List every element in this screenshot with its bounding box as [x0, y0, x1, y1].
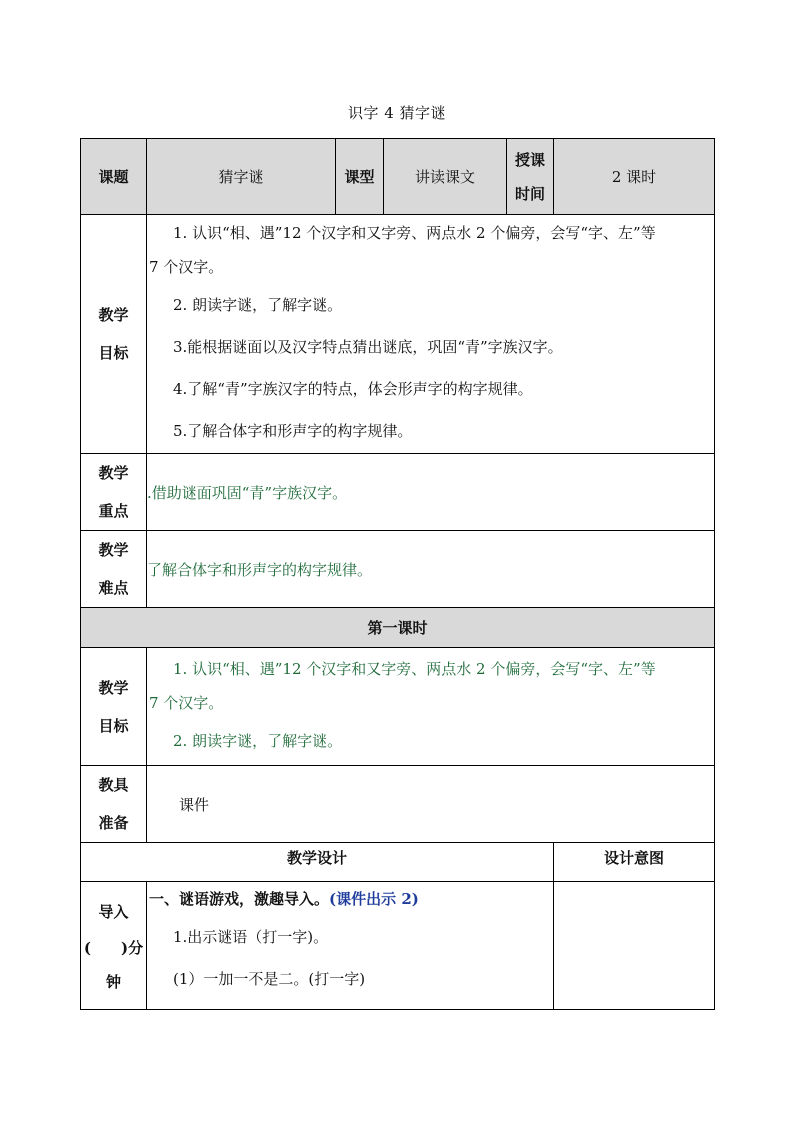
- key-points-label: [81, 454, 147, 531]
- intro-label: [81, 882, 147, 1010]
- lesson-label: 课题: [81, 139, 147, 215]
- design-header: 教学设计: [81, 843, 554, 882]
- time-label-line1: 授课: [514, 150, 545, 169]
- document-title: 识字 4 猜字谜: [347, 104, 447, 122]
- tools-label-line2: 准备: [98, 814, 129, 832]
- goals-label: [81, 215, 147, 454]
- key-points-label-line2: 重点: [98, 502, 129, 520]
- difficulties-label: [81, 531, 147, 608]
- time-label-line2: 时间: [514, 184, 545, 203]
- goal-item-1-line2: 7 个汉字。: [149, 258, 224, 276]
- design-header-row: [81, 843, 715, 882]
- first-period-goals-content: [147, 648, 715, 766]
- lesson-value: 猜字谜: [147, 139, 336, 215]
- time-value: 2 课时: [554, 139, 715, 215]
- header-row: [81, 139, 715, 215]
- goals-label-line1: 教学: [98, 306, 129, 324]
- difficulties-label-line2: 难点: [98, 579, 129, 597]
- difficulties-label-line1: 教学: [98, 541, 129, 559]
- first-period-goal-1-line1: 1. 认识“相、遇”12 个汉字和又字旁、两点水 2 个偏旁，会写“字、左”等: [173, 659, 656, 678]
- tools-label-line1: 教具: [98, 776, 129, 794]
- tools-row: [81, 766, 715, 843]
- intro-riddle-1: (1）一加一不是二。(打一字): [173, 970, 366, 988]
- type-value: 讲读课文: [384, 139, 507, 215]
- first-period-row: [81, 608, 715, 648]
- intro-step-1: 1.出示谜语（打一字)。: [173, 928, 329, 946]
- goal-item-1-line1: 1. 认识“相、遇”12 个汉字和又字旁、两点水 2 个偏旁，会写“字、左”等: [173, 224, 656, 242]
- intro-label-line1: 导入: [98, 902, 129, 921]
- goals-row: [81, 215, 715, 454]
- intro-section-title: [147, 882, 553, 916]
- lesson-plan-table: [80, 138, 715, 1010]
- first-period-goals-label: [81, 648, 147, 766]
- courseware-note: (课件出示 2): [329, 890, 419, 908]
- key-points-row: [81, 454, 715, 531]
- first-period-goal-1-line2: 7 个汉字。: [149, 693, 224, 712]
- intro-minutes-unit: 钟: [105, 972, 121, 991]
- first-period-heading: 第一课时: [81, 608, 715, 648]
- intro-content: [147, 882, 554, 1010]
- tools-value: 课件: [147, 766, 715, 843]
- first-period-goals-label-line2: 目标: [98, 716, 129, 735]
- goals-label-line2: 目标: [98, 344, 129, 362]
- first-period-goals-label-line1: 教学: [98, 678, 129, 697]
- goals-content: [147, 215, 715, 454]
- intent-header: 设计意图: [554, 843, 715, 882]
- key-points-content: .借助谜面巩固“青”字族汉字。: [147, 454, 715, 531]
- difficulties-row: [81, 531, 715, 608]
- goal-item-4: 4.了解“青”字族汉字的特点，体会形声字的构字规律。: [173, 380, 533, 398]
- type-label: 课型: [336, 139, 384, 215]
- key-points-label-line1: 教学: [98, 464, 129, 482]
- intro-minutes: ( )分: [83, 938, 144, 957]
- difficulties-content: 了解合体字和形声字的构字规律。: [147, 531, 715, 608]
- intro-intent-cell: [554, 882, 715, 1010]
- goal-item-3: 3.能根据谜面以及汉字特点猜出谜底，巩固“青”字族汉字。: [173, 338, 563, 356]
- intro-row: [81, 882, 715, 1010]
- goal-item-5: 5.了解合体字和形声字的构字规律。: [173, 422, 413, 440]
- section-title-text: 一、谜语游戏，激趣导入。: [149, 890, 330, 908]
- goal-item-2: 2. 朗读字谜，了解字谜。: [173, 296, 343, 314]
- first-period-goal-2: 2. 朗读字谜，了解字谜。: [173, 731, 343, 750]
- tools-label: [81, 766, 147, 843]
- time-label: [507, 139, 554, 215]
- first-period-goals-row: [81, 648, 715, 766]
